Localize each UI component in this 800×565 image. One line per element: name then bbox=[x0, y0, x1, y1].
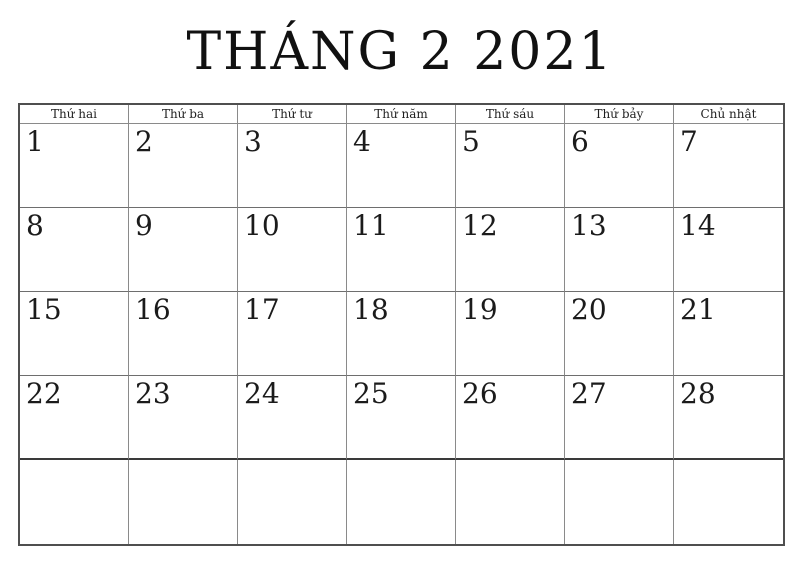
day-cell: 17 bbox=[238, 292, 347, 376]
day-cell: 12 bbox=[456, 208, 565, 292]
day-cell-empty bbox=[674, 460, 783, 544]
weekday-header-sun: Chủ nhật bbox=[674, 105, 783, 124]
day-cell: 14 bbox=[674, 208, 783, 292]
day-cell: 10 bbox=[238, 208, 347, 292]
day-cell-empty bbox=[238, 460, 347, 544]
weekday-header-sat: Thứ bảy bbox=[565, 105, 674, 124]
day-cell: 6 bbox=[565, 124, 674, 208]
day-cell-empty bbox=[565, 460, 674, 544]
weekday-header-fri: Thứ sáu bbox=[456, 105, 565, 124]
calendar-grid bbox=[18, 103, 785, 546]
day-cell: 11 bbox=[347, 208, 456, 292]
day-cell: 25 bbox=[347, 376, 456, 460]
day-cell: 24 bbox=[238, 376, 347, 460]
day-cell: 22 bbox=[20, 376, 129, 460]
day-cell: 20 bbox=[565, 292, 674, 376]
day-cell-empty bbox=[20, 460, 129, 544]
day-cell: 7 bbox=[674, 124, 783, 208]
day-cell: 26 bbox=[456, 376, 565, 460]
day-cell: 16 bbox=[129, 292, 238, 376]
weekday-header-tue: Thứ ba bbox=[129, 105, 238, 124]
day-cell-empty bbox=[129, 460, 238, 544]
day-cell: 21 bbox=[674, 292, 783, 376]
day-cell-empty bbox=[347, 460, 456, 544]
weekday-header-thu: Thứ năm bbox=[347, 105, 456, 124]
day-cell: 3 bbox=[238, 124, 347, 208]
day-cell: 5 bbox=[456, 124, 565, 208]
day-cell: 28 bbox=[674, 376, 783, 460]
day-cell: 2 bbox=[129, 124, 238, 208]
day-cell: 8 bbox=[20, 208, 129, 292]
day-cell: 27 bbox=[565, 376, 674, 460]
day-cell: 23 bbox=[129, 376, 238, 460]
day-cell: 4 bbox=[347, 124, 456, 208]
day-cell: 9 bbox=[129, 208, 238, 292]
day-cell: 13 bbox=[565, 208, 674, 292]
month-title: THÁNG 2 2021 bbox=[186, 22, 614, 82]
weekday-header-wed: Thứ tư bbox=[238, 105, 347, 124]
day-cell: 19 bbox=[456, 292, 565, 376]
day-cell-empty bbox=[456, 460, 565, 544]
day-cell: 18 bbox=[347, 292, 456, 376]
day-cell: 15 bbox=[20, 292, 129, 376]
day-cell: 1 bbox=[20, 124, 129, 208]
weekday-header-mon: Thứ hai bbox=[20, 105, 129, 124]
